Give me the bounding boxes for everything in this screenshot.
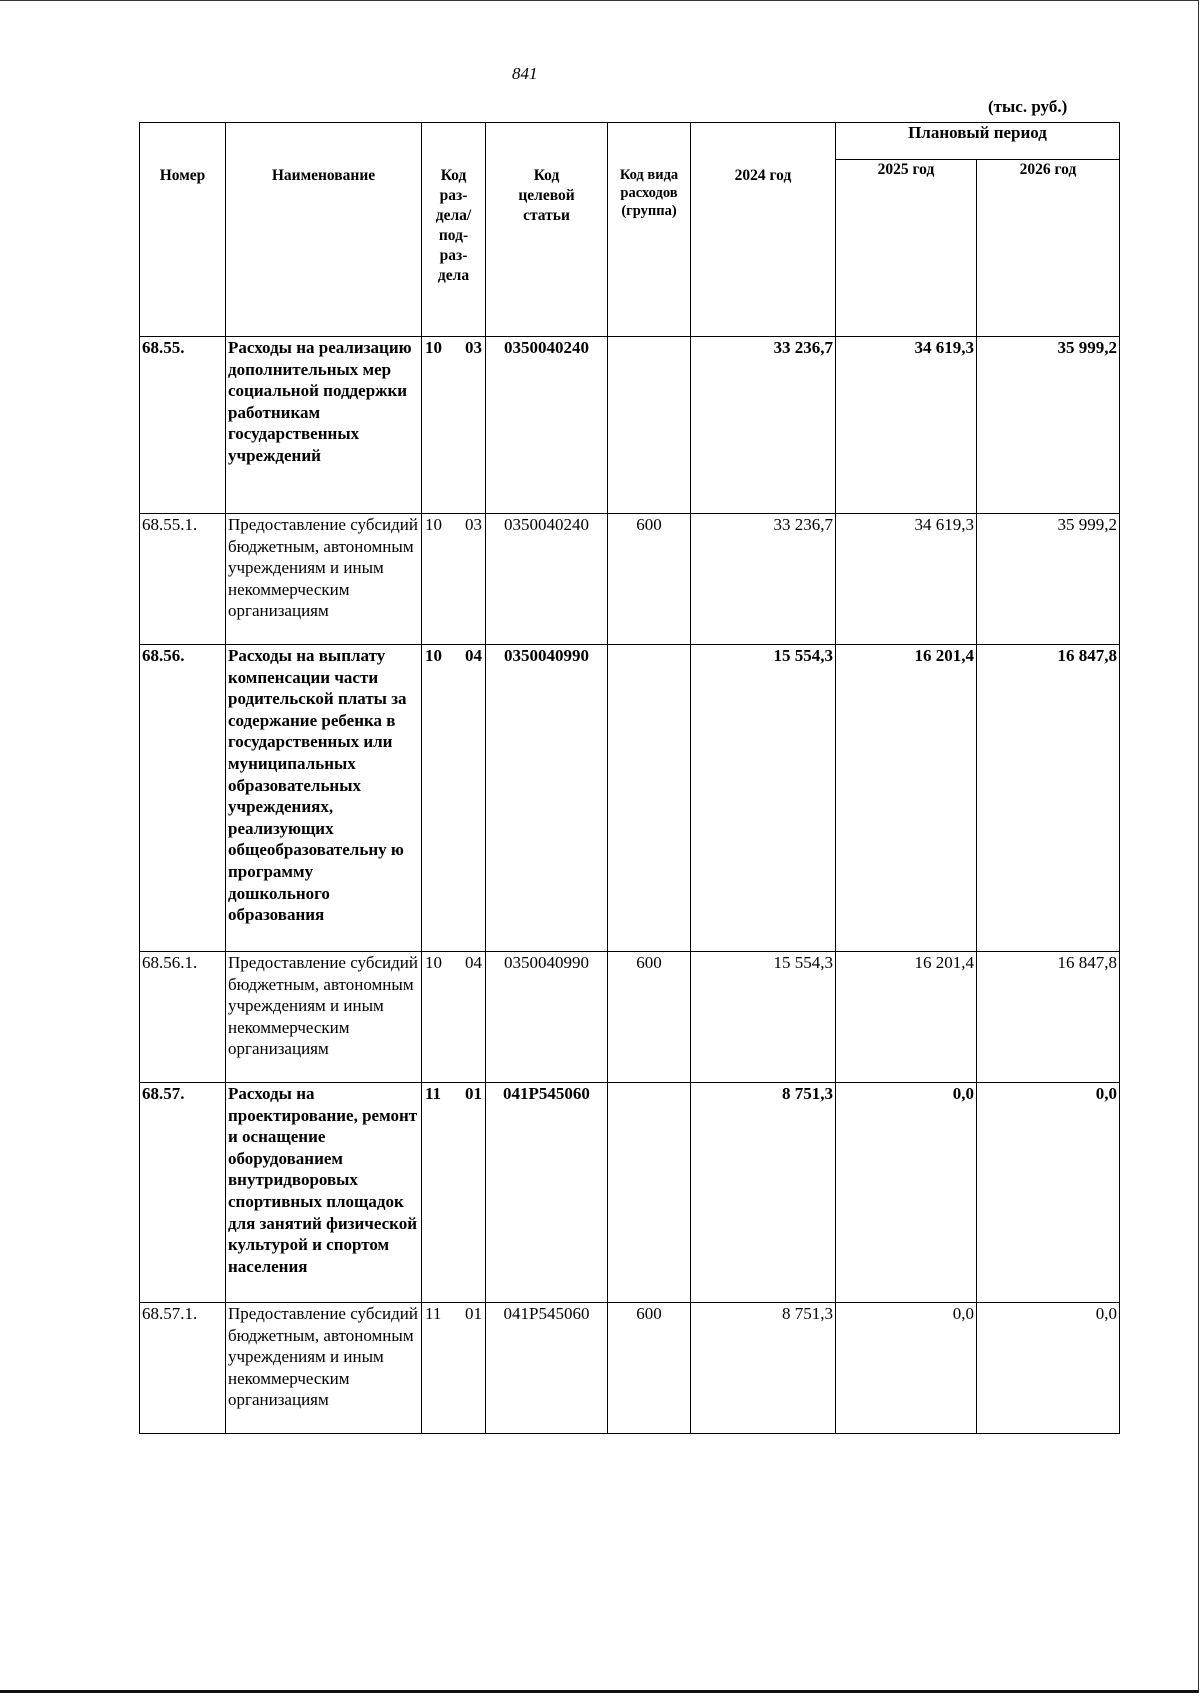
row-value-2026: 35 999,2 (977, 514, 1120, 645)
row-subsection: 01 (465, 1084, 482, 1103)
row-section: 11 (425, 1304, 442, 1323)
header-year-2026: 2026 год (977, 160, 1120, 337)
row-number: 68.56. (140, 645, 226, 952)
budget-table (139, 122, 1120, 1434)
row-target-code: 0350040240 (486, 514, 608, 645)
row-subsection: 04 (465, 646, 482, 665)
header-row-top (140, 123, 1120, 160)
table-row (140, 645, 1120, 952)
row-value-2026: 16 847,8 (977, 952, 1120, 1083)
header-year-2025: 2025 год (836, 160, 977, 337)
row-target-code: 041P545060 (486, 1303, 608, 1434)
row-value-2024: 8 751,3 (691, 1303, 836, 1434)
row-value-2026: 0,0 (977, 1303, 1120, 1434)
row-value-2025: 16 201,4 (836, 645, 977, 952)
row-name: Предоставление субсидий бюджетным, автономным учреждениям и иным некоммерческим организациям (226, 1303, 422, 1434)
table-row (140, 952, 1120, 1083)
row-number: 68.55. (140, 337, 226, 514)
row-expense-type: 600 (608, 514, 691, 645)
row-number: 68.57. (140, 1083, 226, 1303)
row-number: 68.55.1. (140, 514, 226, 645)
table-row (140, 514, 1120, 645)
header-name: Наименование (226, 123, 422, 337)
header-section-code (422, 123, 486, 337)
row-value-2024: 15 554,3 (691, 645, 836, 952)
row-section-code (422, 645, 486, 952)
row-name: Расходы на выплату компенсации части родительской платы за содержание ребенка в государственных или муниципальных образовательных учреждениях, реализующих общеобразовательну ю программу дошкольного образования (226, 645, 422, 952)
table-row (140, 337, 1120, 514)
row-subsection: 03 (465, 515, 482, 534)
row-value-2024: 33 236,7 (691, 514, 836, 645)
row-expense-type: 600 (608, 1303, 691, 1434)
row-name: Предоставление субсидий бюджетным, автономным учреждениям и иным некоммерческим организациям (226, 514, 422, 645)
row-name: Расходы на реализацию дополнительных мер социальной поддержки работникам государственных учреждений (226, 337, 422, 514)
header-target-code-text: Код целевой статьи (518, 167, 575, 224)
header-expense-type: Код вида расходов (группа) (608, 123, 691, 337)
row-expense-type: 600 (608, 952, 691, 1083)
row-section-code (422, 1083, 486, 1303)
row-value-2025: 34 619,3 (836, 337, 977, 514)
row-section: 10 (425, 953, 442, 972)
row-section-code (422, 514, 486, 645)
row-expense-type (608, 645, 691, 952)
row-name: Предоставление субсидий бюджетным, автономным учреждениям и иным некоммерческим организациям (226, 952, 422, 1083)
row-subsection: 01 (465, 1304, 482, 1323)
header-year-2024: 2024 год (691, 123, 836, 337)
row-target-code: 0350040990 (486, 952, 608, 1083)
row-subsection: 03 (465, 338, 482, 357)
row-value-2026: 16 847,8 (977, 645, 1120, 952)
row-value-2026: 0,0 (977, 1083, 1120, 1303)
row-subsection: 04 (465, 953, 482, 972)
row-section-code (422, 337, 486, 514)
row-target-code: 041P545060 (486, 1083, 608, 1303)
row-expense-type (608, 337, 691, 514)
row-section: 10 (425, 515, 442, 534)
row-number: 68.57.1. (140, 1303, 226, 1434)
row-expense-type (608, 1083, 691, 1303)
row-target-code: 0350040240 (486, 337, 608, 514)
header-target-code (486, 123, 608, 337)
row-name: Расходы на проектирование, ремонт и оснащение оборудованием внутридворовых спортивных площадок для занятий физической культурой и спортом населения (226, 1083, 422, 1303)
row-value-2025: 34 619,3 (836, 514, 977, 645)
row-section: 10 (425, 338, 442, 357)
table-row (140, 1303, 1120, 1434)
row-number: 68.56.1. (140, 952, 226, 1083)
table-row (140, 1083, 1120, 1303)
row-target-code: 0350040990 (486, 645, 608, 952)
row-section: 11 (425, 1084, 442, 1103)
row-value-2024: 15 554,3 (691, 952, 836, 1083)
header-section-code-text: Код раз- дела/ под- раз- дела (435, 167, 472, 284)
row-section: 10 (425, 646, 442, 665)
row-section-code (422, 952, 486, 1083)
row-value-2026: 35 999,2 (977, 337, 1120, 514)
row-section-code (422, 1303, 486, 1434)
header-planned-period: Плановый период (836, 123, 1120, 160)
row-value-2025: 16 201,4 (836, 952, 977, 1083)
page-number: 841 (512, 64, 538, 83)
row-value-2025: 0,0 (836, 1303, 977, 1434)
row-value-2024: 8 751,3 (691, 1083, 836, 1303)
row-value-2024: 33 236,7 (691, 337, 836, 514)
header-number: Номер (140, 123, 226, 337)
row-value-2025: 0,0 (836, 1083, 977, 1303)
units-label: (тыс. руб.) (988, 97, 1068, 116)
